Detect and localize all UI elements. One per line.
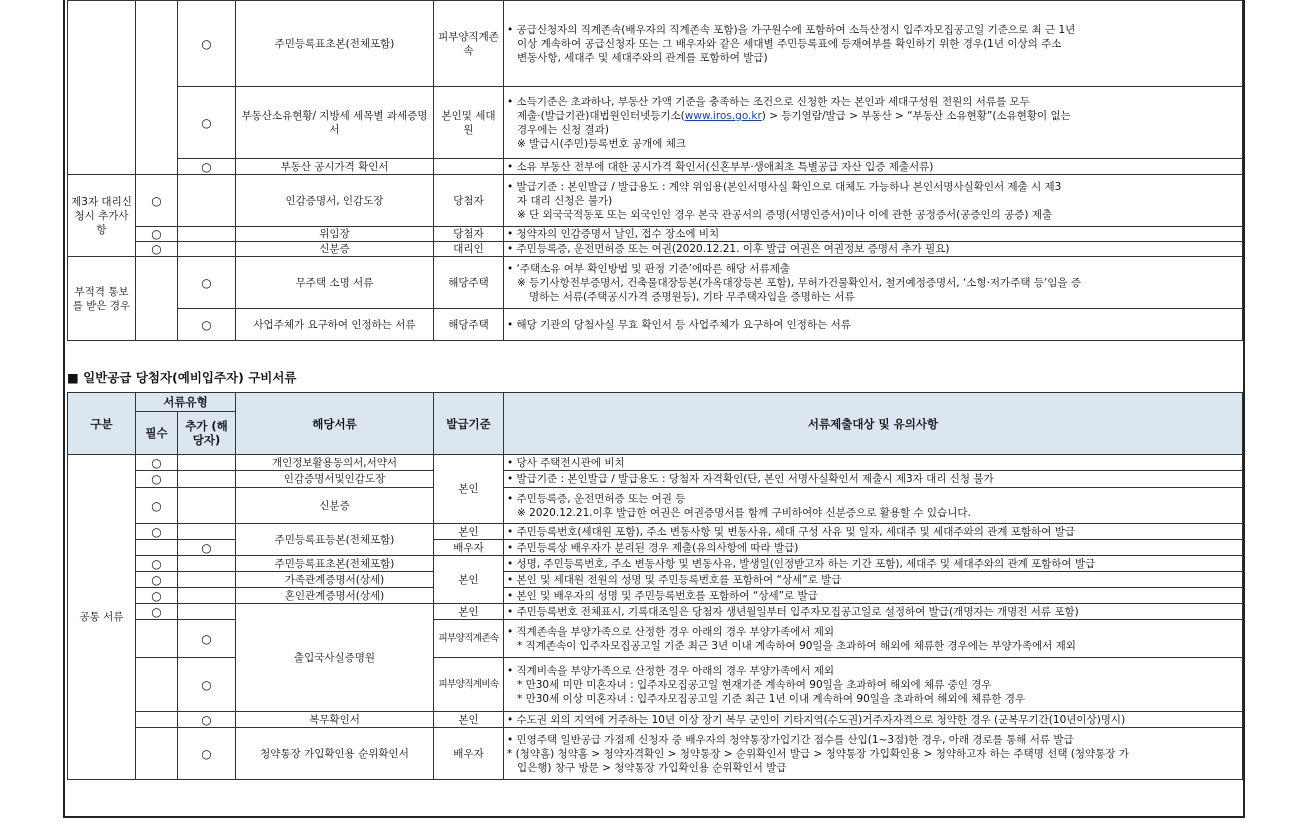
required-mark: ○ — [136, 227, 178, 242]
header-note: 서류제출대상 및 유의사항 — [504, 393, 1243, 455]
note: • 성명, 주민등록번호, 주소 변동사항 및 변동사유, 발생일(인정받고자 하는 기간 포함), 세대주 및 세대주와의 관계 포함하여 발급 — [504, 556, 1243, 572]
table-row — [68, 227, 1243, 242]
basis: 대리인 — [434, 242, 504, 257]
header-required: 필수 — [136, 412, 178, 455]
table-row — [68, 712, 1243, 728]
extra-cell — [178, 227, 236, 242]
doc-name: 출입국사실증명원 — [236, 604, 434, 712]
note — [504, 620, 1243, 658]
doc-name: 부동산소유현황/ 지방세 세목별 과세증명서 — [236, 87, 434, 159]
extra-mark: ○ — [178, 1, 236, 87]
note: • 본인 및 배우자의 성명 및 주민등록번호를 포함하여 “상세”로 발급 — [504, 588, 1243, 604]
extra-mark: ○ — [178, 540, 236, 556]
note — [504, 175, 1243, 227]
doc-name: 사업주체가 요구하여 인정하는 서류 — [236, 309, 434, 341]
extra-cell — [178, 572, 236, 588]
table-row — [68, 309, 1243, 341]
note-line: 이상 계속하여 공급신청자 또는 그 배우자와 같은 세대별 주민등록표에 등재여부를 확인하기 위한 경우(1년 이상의 주소 — [517, 37, 1062, 50]
doc-name: 신분증 — [236, 242, 434, 257]
group-cell — [68, 1, 136, 175]
extra-mark: ○ — [178, 658, 236, 712]
extra-cell — [178, 455, 236, 471]
doc-name: 가족관계증명서(상세) — [236, 572, 434, 588]
note-line: * 직계존속이 입주자모집공고일 기준 최근 3년 이내 계속하여 90일을 초과하여 해외에 체류한 경우에는 부양가족에서 제외 — [517, 639, 1076, 652]
header-doc-type: 서류유형 — [136, 393, 236, 412]
note: • 주민등록증, 운전면허증 또는 여권(2020.12.21. 이후 발급 여권은 여권정보 증명서 추가 필요) — [504, 242, 1243, 257]
basis: 피부양직계존속 — [434, 1, 504, 87]
basis: 당첨자 — [434, 175, 504, 227]
group-label: 공통 서류 — [68, 455, 136, 780]
note: • 소유 부동산 전부에 대한 공시가격 확인서(신혼부부·생애최초 특별공급 자산 입증 제출서류) — [504, 159, 1243, 175]
required-mark: ○ — [136, 488, 178, 524]
note-line: 자 대리 신청은 불가) — [517, 194, 613, 207]
note: • 주민등록번호 전체표시, 기록대조일은 당첨자 생년월일부터 입주자모집공고일로 설정하여 발급(개명자는 개명전 서류 포함) — [504, 604, 1243, 620]
note: • 해당 기관의 당첨사실 무효 확인서 등 사업주체가 요구하여 인정하는 서류 — [504, 309, 1243, 341]
doc-name: 개인정보활용동의서,서약서 — [236, 455, 434, 471]
required-mark: ○ — [136, 455, 178, 471]
supplementary-docs-table — [67, 0, 1243, 341]
note-line: * (청약홈) 청약홈 > 청약자격확인 > 청약통장 > 순위확인서 발급 > 청약통장 가입확인용 > 청약하고자 하는 주택명 선택 (청약통장 가 — [507, 747, 1129, 760]
required-mark: ○ — [136, 524, 178, 540]
doc-name: 인감증명서, 인감도장 — [236, 175, 434, 227]
extra-cell — [178, 524, 236, 540]
extra-mark: ○ — [178, 728, 236, 780]
note-line — [507, 109, 1239, 123]
extra-cell — [178, 588, 236, 604]
required-cell — [136, 728, 178, 780]
extra-cell — [178, 488, 236, 524]
table-row — [68, 1, 1243, 87]
table-row — [68, 257, 1243, 309]
note: • 주민등록번호(세대원 포함), 주소 변동사항 및 변동사유, 세대 구성 사유 및 일자, 세대주 및 세대주와의 관계 포함하여 발급 — [504, 524, 1243, 540]
header-row — [68, 393, 1243, 412]
required-mark: ○ — [136, 242, 178, 257]
note — [504, 488, 1243, 524]
extra-mark: ○ — [178, 620, 236, 658]
extra-mark: ○ — [178, 159, 236, 175]
note-line: ※ 발급시(주민)등록번호 공개에 체크 — [517, 137, 687, 150]
table-row — [68, 572, 1243, 588]
extra-cell — [178, 556, 236, 572]
note: • 수도권 외의 지역에 거주하는 10년 이상 장기 복무 군인이 기타지역(수도권)거주자자격으로 청약한 경우 (군복무기간(10년이상)명시) — [504, 712, 1243, 728]
basis: 본인및 세대원 — [434, 87, 504, 159]
basis: 본인 — [434, 604, 504, 620]
doc-name: 청약통장 가입확인용 순위확인서 — [236, 728, 434, 780]
table-row — [68, 488, 1243, 524]
basis: 배우자 — [434, 728, 504, 780]
doc-name: 위임장 — [236, 227, 434, 242]
note-line: • 직계비속을 부양가족으로 산정한 경우 아래의 경우 부양가족에서 제외 — [507, 664, 835, 677]
section-title: ■ 일반공급 당첨자(예비입주자) 구비서류 — [67, 370, 297, 385]
note — [504, 658, 1243, 712]
required-mark: ○ — [136, 556, 178, 572]
required-mark: ○ — [136, 604, 178, 620]
note-line: • 공급신청자의 직계존속(배우자의 직계존속 포함)을 가구원수에 포함하여 소득산정시 입주자모집공고일 기준으로 최 근 1년 — [507, 23, 1076, 36]
doc-name: 인감증명서및인감도장 — [236, 471, 434, 488]
note-line: • 발급기준 : 본인발급 / 발급용도 : 계약 위임용(본인서명사실 확인으로 대체도 가능하나 본인서명사실확인서 제출 시 제3 — [507, 180, 1062, 193]
note-line: • 주민등록증, 운전면허증 또는 여권 등 — [507, 492, 686, 505]
extra-cell — [178, 604, 236, 620]
header-basis: 발급기준 — [434, 393, 504, 455]
note-line: • 직계존속을 부양가족으로 산정한 경우 아래의 경우 부양가족에서 제외 — [507, 625, 835, 638]
extra-mark: ○ — [178, 87, 236, 159]
note-text: ) > 등기열람/발급 > 부동산 > “부동산 소유현황”(소유현황이 없는 — [761, 109, 1071, 122]
note-line: • ‘주택소유 여부 확인방법 및 판정 기준’에따른 해당 서류제출 — [507, 262, 791, 275]
required-cell — [136, 540, 178, 556]
general-supply-docs-table — [67, 392, 1243, 780]
doc-name: 부동산 공시가격 확인서 — [236, 159, 434, 175]
basis: 피부양직계존속 — [434, 620, 504, 658]
note — [504, 1, 1243, 87]
table-row — [68, 524, 1243, 540]
required-mark: ○ — [136, 572, 178, 588]
note: • 본인 및 세대원 전원의 성명 및 주민등록번호를 포함하여 “상세”로 발급 — [504, 572, 1243, 588]
note-line: * 만30세 미만 미혼자녀 : 입주자모집공고일 현재기준 계속하여 90일을 초과하여 해외에 체류 중인 경우 — [517, 678, 992, 691]
required-cell — [136, 1, 178, 175]
note: • 주민등록상 배우자가 분리된 경우 제출(유의사항에 따라 발급) — [504, 540, 1243, 556]
table-row — [68, 588, 1243, 604]
doc-name: 복무확인서 — [236, 712, 434, 728]
basis: 본인 — [434, 712, 504, 728]
extra-mark: ○ — [178, 309, 236, 341]
extra-mark: ○ — [178, 712, 236, 728]
required-cell — [136, 257, 178, 341]
extra-cell — [178, 242, 236, 257]
note-line: * 만30세 이상 미혼자녀 : 입주자모집공고일 기준 최근 1년 이내 계속하여 90일을 초과하여 해외에 체류한 경우 — [517, 692, 1026, 705]
note-line: 경우에는 신청 결과) — [517, 123, 609, 136]
basis: 본인 — [434, 524, 504, 540]
required-cell — [136, 620, 178, 658]
table-row — [68, 87, 1243, 159]
group-label: 제3자 대리신청시 추가사항 — [68, 175, 136, 257]
required-mark: ○ — [136, 588, 178, 604]
doc-name: 무주택 소명 서류 — [236, 257, 434, 309]
doc-name: 주민등록표초본(전체포함) — [236, 1, 434, 87]
table-row — [68, 604, 1243, 620]
basis: 본인 — [434, 556, 504, 604]
doc-name: 주민등록표초본(전체포함) — [236, 556, 434, 572]
group-label: 부적격 통보를 받은 경우 — [68, 257, 136, 341]
table-row — [68, 242, 1243, 257]
note-line: • 민영주택 일반공급 가점제 신청자 중 배우자의 청약통장가입기간 점수를 산입(1~3점)한 경우, 아래 경로를 통해 서류 발급 — [507, 733, 1074, 746]
required-cell — [136, 712, 178, 728]
note: • 당사 주택전시관에 비치 — [504, 455, 1243, 471]
note — [504, 257, 1243, 309]
table-row — [68, 728, 1243, 780]
header-doc: 해당서류 — [236, 393, 434, 455]
table-row — [68, 556, 1243, 572]
note-line: ※ 단 외국국적동포 또는 외국인인 경우 본국 관공서의 증명(서명인증서)이나 이에 관한 공정증서(공증인의 공증) 제출 — [517, 208, 1053, 221]
note-line: ※ 등기사항전부증명서, 건축물대장등본(가옥대장등본 포함), 무허가건물확인서, 철거예정증명서, ‘소형·저가주택 등’임을 증 — [517, 276, 1082, 289]
note: • 청약자의 인감증명서 날인, 접수 장소에 비치 — [504, 227, 1243, 242]
note-line: 변동사항, 세대주 및 세대주와의 관계를 포함하여 발급) — [517, 51, 768, 64]
header-extra: 추가 (해당자) — [178, 412, 236, 455]
iros-link[interactable]: www.iros.go.kr — [684, 109, 762, 122]
doc-name: 주민등록표등본(전체포함) — [236, 524, 434, 556]
table-row — [68, 471, 1243, 488]
basis: 배우자 — [434, 540, 504, 556]
table-row — [68, 175, 1243, 227]
note: • 발급기준 : 본인발급 / 발급용도 : 당첨자 자격확인(단, 본인 서명사실확인서 제출시 제3자 대리 신청 불가 — [504, 471, 1243, 488]
note-line: • 소득기준은 초과하나, 부동산 가액 기준을 충족하는 조건으로 신청한 자는 본인과 세대구성원 전원의 서류를 모두 — [507, 95, 1030, 108]
extra-mark: ○ — [178, 257, 236, 309]
header-category: 구분 — [68, 393, 136, 455]
table-row — [68, 159, 1243, 175]
note-line: 입은행) 창구 방문 > 청약통장 가입확인용 순위확인서 발급 — [517, 761, 787, 774]
required-cell — [136, 658, 178, 712]
basis: 당첨자 — [434, 227, 504, 242]
note — [504, 87, 1243, 159]
doc-name: 혼인관계증명서(상세) — [236, 588, 434, 604]
note — [504, 728, 1243, 780]
required-mark: ○ — [136, 175, 178, 227]
basis: 해당주택 — [434, 309, 504, 341]
required-mark: ○ — [136, 471, 178, 488]
basis: 해당주택 — [434, 257, 504, 309]
doc-name: 신분증 — [236, 488, 434, 524]
note-line: ※ 2020.12.21.이후 발급한 여권은 여권증명서를 함께 구비하여야 신분증으로 활용할 수 있습니다. — [517, 506, 971, 519]
extra-cell — [178, 471, 236, 488]
table-row — [68, 455, 1243, 471]
basis: 피부양직계비속 — [434, 658, 504, 712]
note-line: 명하는 서류(주택공시가격 증명원등), 기타 무주택자임을 증명하는 서류 — [529, 290, 855, 303]
note-text: 제출·(발급기관)대법원인터넷등기소( — [517, 109, 685, 122]
basis: 본인 — [434, 455, 504, 524]
basis — [434, 159, 504, 175]
extra-cell — [178, 175, 236, 227]
